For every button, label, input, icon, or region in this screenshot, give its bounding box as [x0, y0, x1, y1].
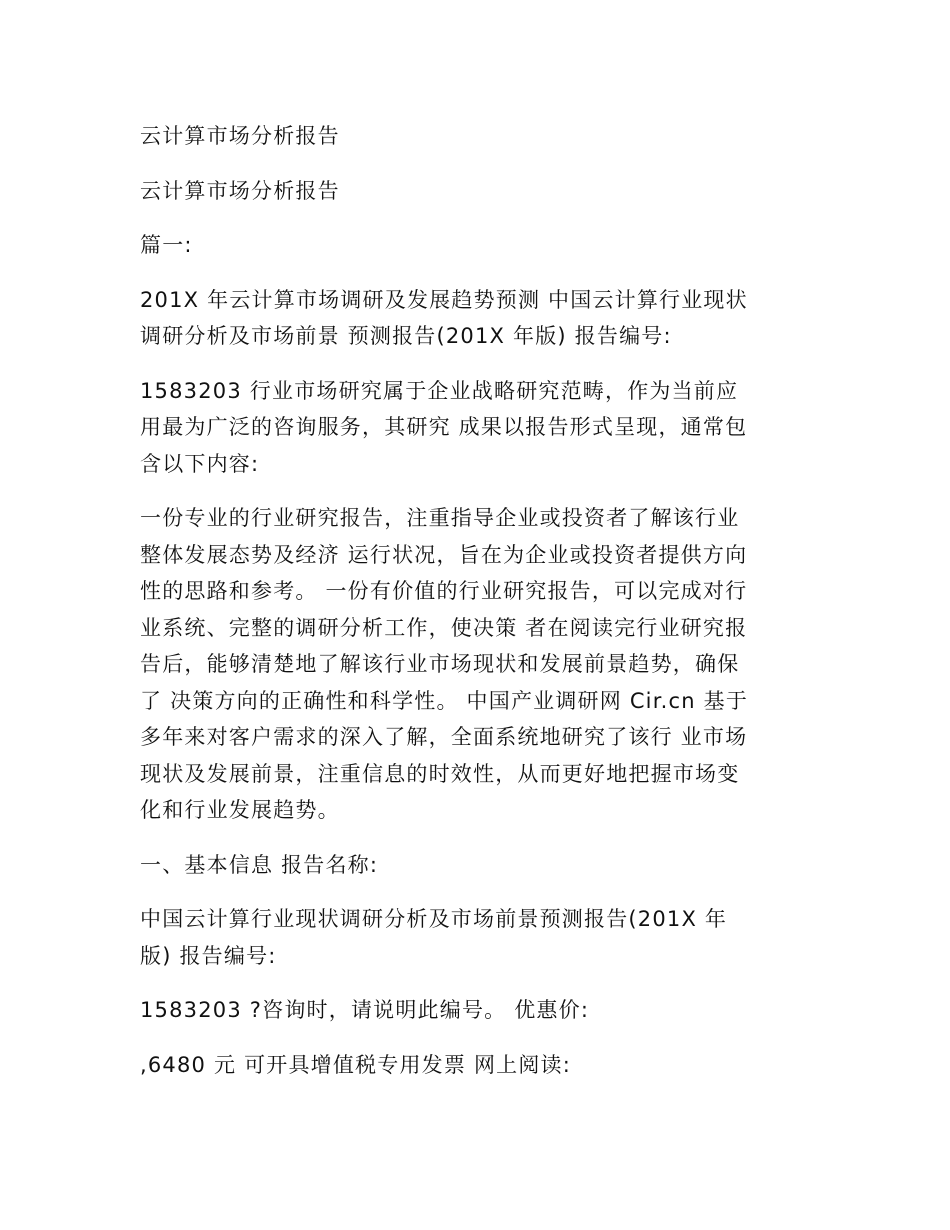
text-line: 云计算市场分析报告	[140, 124, 340, 148]
text-line: 一、基本信息 报告名称:	[140, 852, 379, 877]
text-line: 用最为广泛的咨询服务，其研究 成果以报告形式呈现，通常包	[140, 415, 748, 439]
text-line: ,6480 元 可开具增值税专用发票 网上阅读:	[140, 1052, 572, 1077]
body-paragraph	[140, 500, 812, 829]
text-line: 多年来对客户需求的深入了解，全面系统地研究了该行 业市场	[140, 725, 748, 749]
text-line: 篇一:	[140, 233, 193, 257]
text-line: 化和行业发展趋势。	[140, 798, 340, 822]
text-line: 1583203 行业市场研究属于企业战略研究范畴，作为当前应	[140, 378, 739, 403]
report-number-paragraph	[140, 373, 812, 483]
text-line: 性的思路和参考。 一份有价值的行业研究报告，可以完成对行	[140, 579, 748, 603]
section-label	[140, 227, 812, 264]
text-line: 1583203 ?咨询时，请说明此编号。 优惠价:	[140, 998, 590, 1022]
text-line: 现状及发展前景，注重信息的时效性，从而更好地把握市场变	[140, 761, 740, 786]
text-line: 云计算市场分析报告	[140, 178, 340, 203]
doc-subtitle	[140, 173, 812, 210]
text-line: 了 决策方向的正确性和科学性。 中国产业调研网 Cir.cn 基于	[140, 688, 749, 713]
price-paragraph	[140, 1047, 812, 1084]
document-body	[140, 118, 812, 1101]
text-line: 调研分析及市场前景 预测报告(201X 年版) 报告编号:	[140, 324, 672, 348]
text-line: 版) 报告编号:	[140, 943, 277, 968]
doc-title	[140, 118, 812, 155]
text-line: 整体发展态势及经济 运行状况，旨在为企业或投资者提供方向	[140, 542, 748, 567]
report-name-paragraph	[140, 901, 812, 974]
text-line: 告后，能够清楚地了解该行业市场现状和发展前景趋势，确保	[140, 652, 740, 676]
text-line: 含以下内容:	[140, 451, 260, 476]
text-line: 一份专业的行业研究报告，注重指导企业或投资者了解该行业	[140, 506, 740, 530]
basic-info-heading	[140, 847, 812, 884]
inquiry-paragraph	[140, 992, 812, 1029]
text-line: 201X 年云计算市场调研及发展趋势预测 中国云计算行业现状	[140, 287, 748, 312]
text-line: 中国云计算行业现状调研分析及市场前景预测报告(201X 年	[140, 907, 728, 931]
text-line: 业系统、完整的调研分析工作，使决策 者在阅读完行业研究报	[140, 615, 748, 640]
report-intro-paragraph	[140, 282, 812, 355]
